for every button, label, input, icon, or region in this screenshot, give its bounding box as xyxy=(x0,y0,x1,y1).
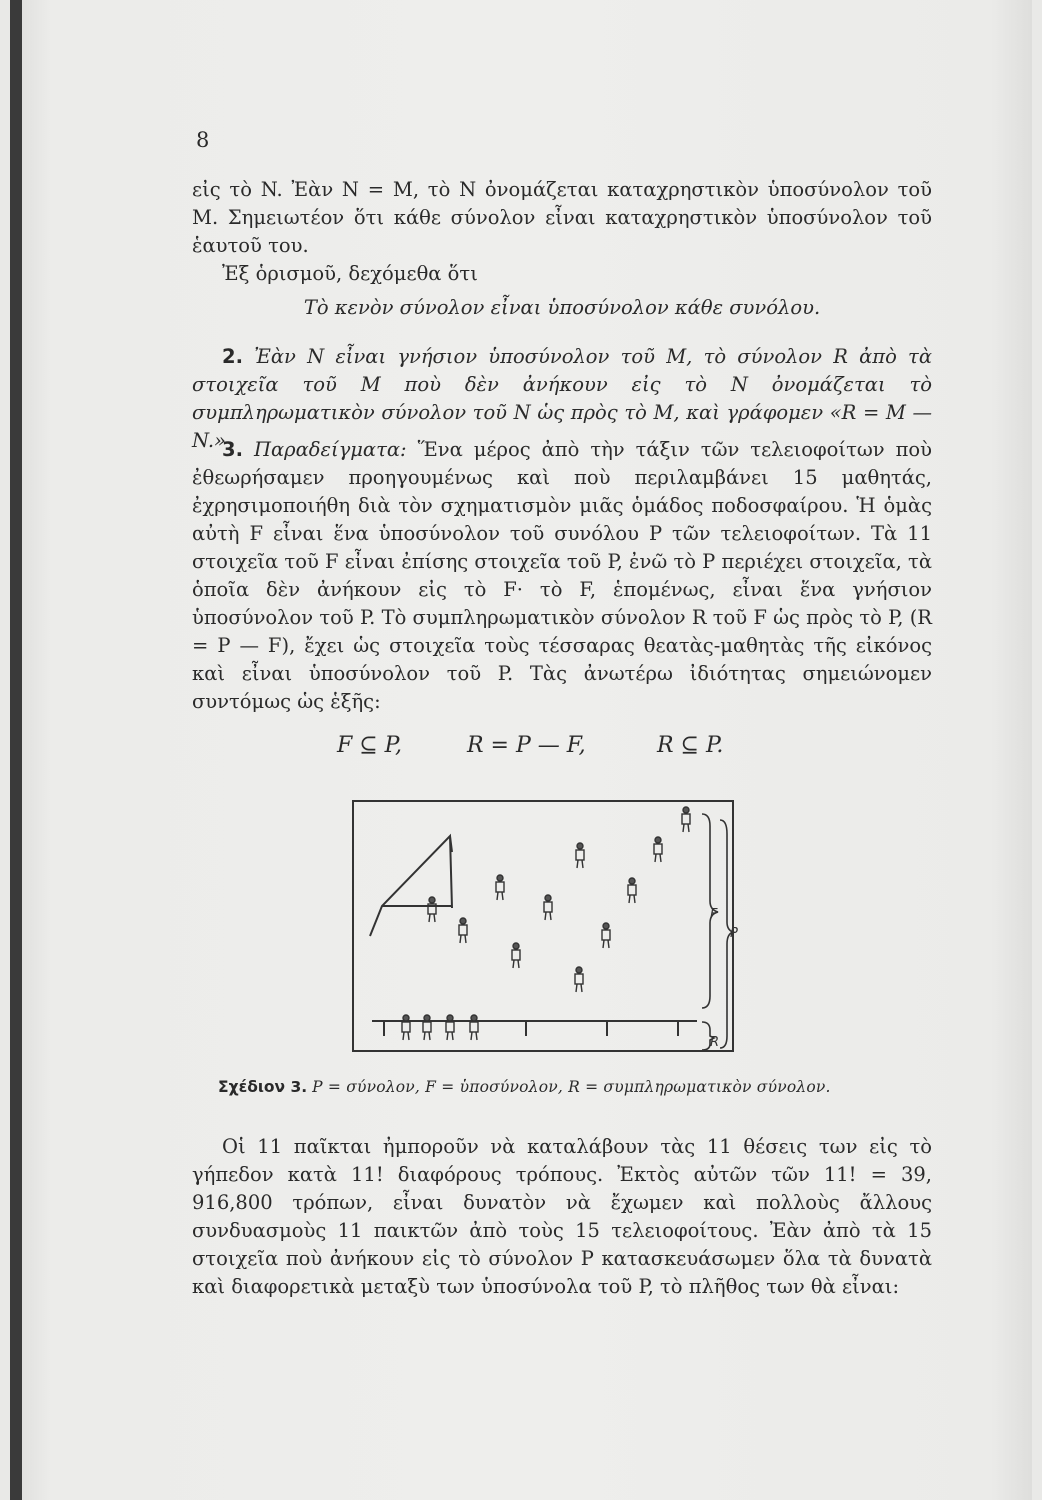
empty-set-statement: Τὸ κενὸν σύνολον εἶναι ὑποσύνολον κάθε συνόλου. xyxy=(303,296,821,319)
goal-post xyxy=(370,836,452,936)
fence-posts xyxy=(384,1021,678,1036)
football-figure xyxy=(352,796,736,1058)
player-figure xyxy=(496,875,504,900)
player-figure xyxy=(628,878,636,903)
closing-block xyxy=(192,1133,932,1301)
label-R: R xyxy=(710,1035,720,1050)
spectators-group xyxy=(402,1015,478,1040)
item-3-text: Ἕνα μέρος ἀπὸ τὴν τάξιν τῶν τελειοφοίτων ποὺ ἐθεωρήσαμεν προηγουμένως καὶ ποὺ περιλαμβάνει 15 μαθητάς, ἐχρησιμοποιήθη διὰ τὸν σχηματισμὸν μιᾶς ὁμάδος ποδοσφαίρου. Ἡ ὁμὰς αὐτὴ F εἶναι ἕνα ὑποσύνολον τοῦ συνόλου P τῶν τελειοφοίτων. Τὰ 11 στοιχεῖα τοῦ F εἶναι ἐπίσης στοιχεῖα τοῦ P, ἐνῶ τὸ P περιέχει στοιχεῖα, τὰ ὁποῖα δὲν ἀνήκουν εἰς τὸ F· τὸ F, ἑπομένως, εἶναι ἕνα γνήσιον ὑποσύνολον τοῦ P. Τὸ συμπληρωματικὸν σύνολον R τοῦ F ὡς πρὸς τὸ P, (R = P — F), ἔχει ὡς στοιχεῖα τοὺς τέσσαρας θεατὰς-μαθητὰς τῆς εἰκόνος καὶ εἶναι ὑποσύνολον τοῦ P. Τὰς ἀνωτέρω ἰδιότητας σημειώνομεν συντόμως ὡς ἑξῆς: xyxy=(192,438,932,713)
formula-complement: R = P — F, xyxy=(467,733,586,758)
formula-r-subset: R ⊆ P. xyxy=(657,733,724,758)
player-figure xyxy=(575,967,583,992)
closing-paragraph: Οἱ 11 παῖκται ἠμποροῦν νὰ καταλάβουν τὰς 11 θέσεις των εἰς τὸ γήπεδον κατὰ 11! διαφόρους τρόπους. Ἐκτὸς αὐτῶν τῶν 11! = 39, 916,800 τρόπων, εἶναι δυνατὸν νὰ ἔχωμεν καὶ πολλοὺς ἄλλους συνδυασμοὺς 11 παικτῶν ἀπὸ τοὺς 15 τελειοφοίτους. Ἐὰν ἀπὸ τὰ 15 στοιχεῖα ποὺ ἀνήκουν εἰς τὸ σύνολον P κατασκευάσωμεν ὅλα τὰ δυνατὰ καὶ διαφορετικὰ μεταξὺ των ὑποσύνολα τοῦ P, τὸ πλῆθος των θὰ εἶναι: xyxy=(192,1135,932,1298)
spectator-figure xyxy=(423,1015,431,1040)
spectator-figure xyxy=(446,1015,454,1040)
caption-text: P = σύνολον, F = ὑποσύνολον, R = συμπληρωματικὸν σύνολον. xyxy=(312,1078,831,1096)
player-figure xyxy=(428,897,436,922)
page-edge-shadow xyxy=(10,0,22,1500)
item-2-number: 2. xyxy=(222,345,243,368)
label-F: F xyxy=(710,907,718,922)
item-3-label: Παραδείγματα: xyxy=(253,438,407,461)
figure-frame xyxy=(353,801,733,1051)
braces xyxy=(702,814,733,1050)
player-figure xyxy=(459,918,467,943)
item-3 xyxy=(192,436,932,716)
formula-subset: F ⊆ P, xyxy=(337,733,403,758)
player-figure xyxy=(512,943,520,968)
player-figure xyxy=(602,923,610,948)
figure-caption xyxy=(218,1078,831,1096)
player-figure xyxy=(682,807,690,832)
spectator-figure xyxy=(470,1015,478,1040)
players-group xyxy=(428,807,690,992)
paragraph-proper-subset: εἰς τὸ N. Ἐὰν N = M, τὸ N ὀνομάζεται καταχρηστικὸν ὑποσύνολον τοῦ M. Σημειωτέον ὅτι κάθε σύνολον εἶναι καταχρηστικὸν ὑποσύνολον τοῦ ἑαυτοῦ του. xyxy=(192,178,932,257)
item-2-text: Ἐὰν N εἶναι γνήσιον ὑποσύνολον τοῦ M, τὸ σύνολον R ἀπὸ τὰ στοιχεῖα τοῦ M ποὺ δὲν ἀνήκουν εἰς τὸ N ὀνομάζεται τὸ συμπληρωματικὸν σύνολον τοῦ N ὡς πρὸς τὸ M, καὶ γράφομεν «R = M — N.» xyxy=(192,345,932,452)
player-figure xyxy=(544,895,552,920)
paragraph-definition-intro: Ἐξ ὁρισμοῦ, δεχόμεθα ὅτι xyxy=(222,262,478,285)
player-figure xyxy=(654,837,662,862)
page-number: 8 xyxy=(196,128,210,152)
spectator-figure xyxy=(402,1015,410,1040)
caption-label: Σχέδιον 3. xyxy=(218,1078,308,1096)
player-figure xyxy=(576,843,584,868)
item-3-number: 3. xyxy=(222,438,243,461)
label-P: P xyxy=(730,926,738,941)
top-block xyxy=(192,176,932,322)
